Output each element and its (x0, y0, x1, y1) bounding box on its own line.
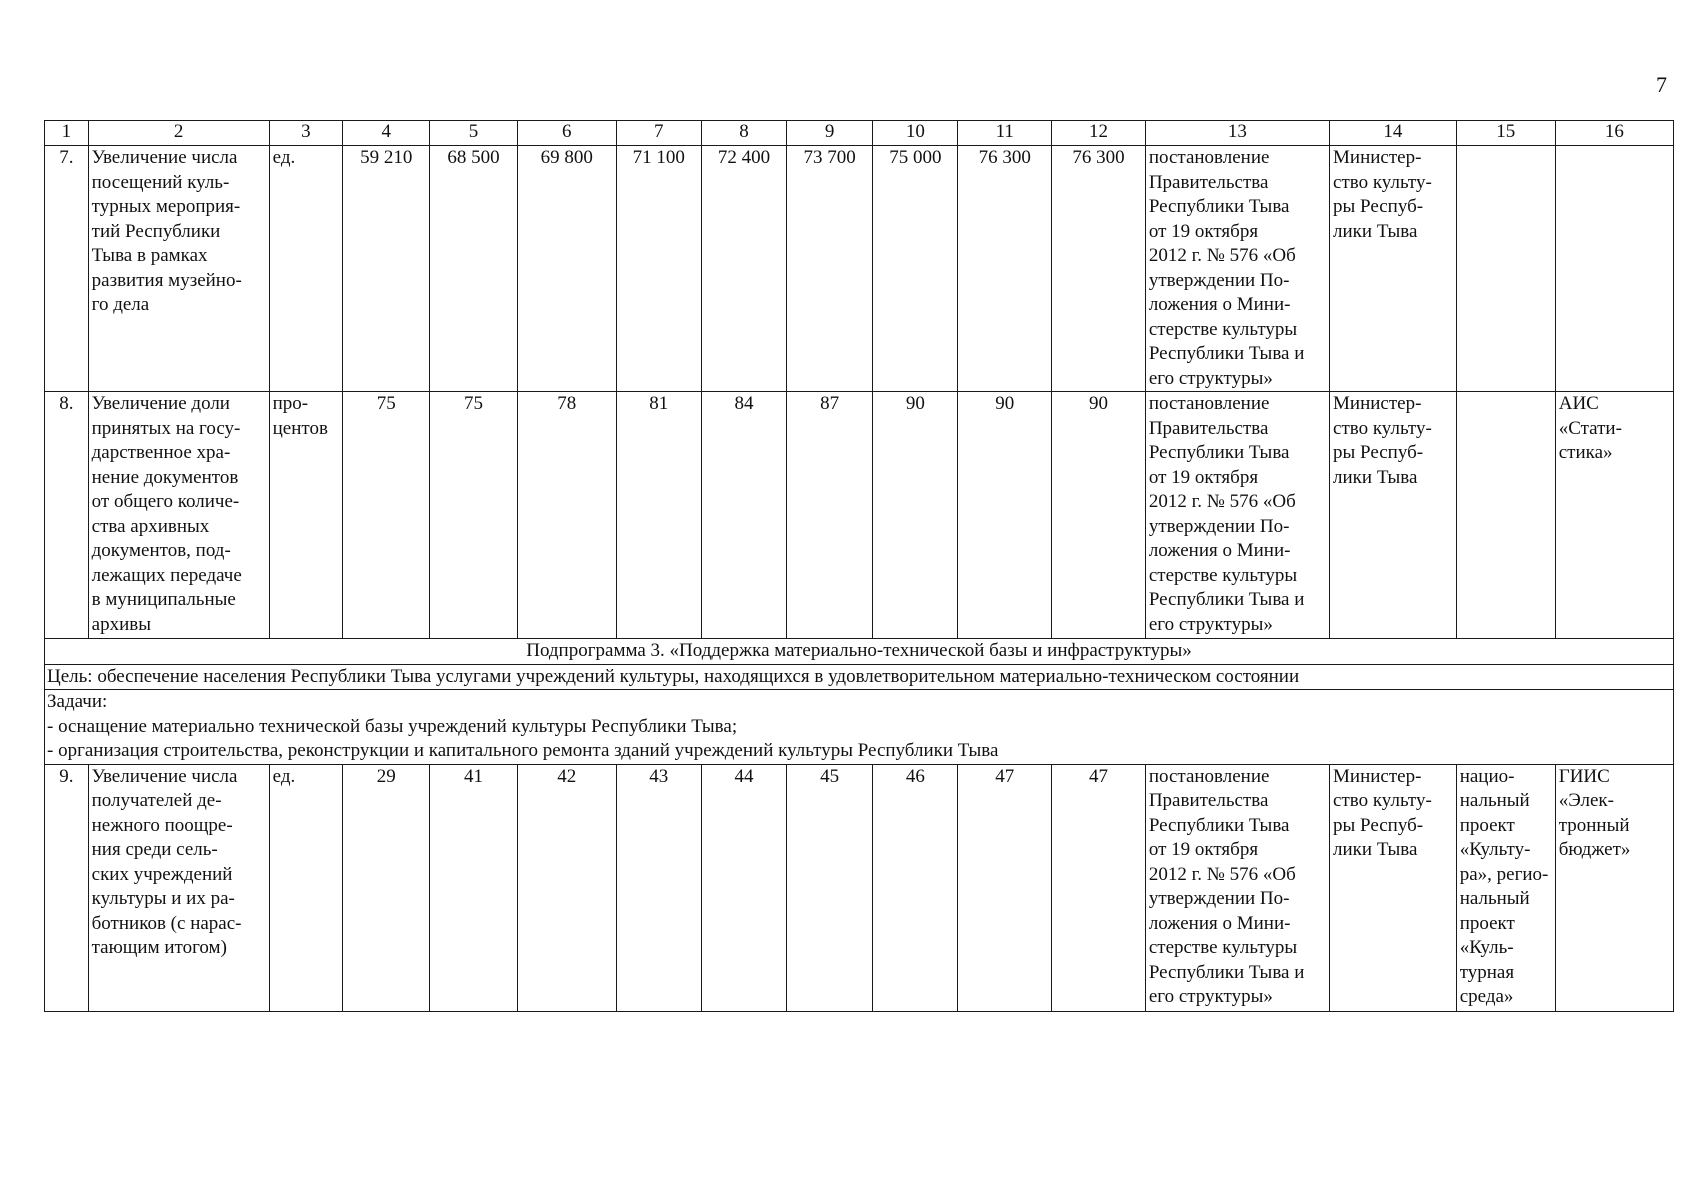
legal-basis-cell: постановление Правительства Республики Тыва от 19 октября 2012 г. № 576 «Об утверждении По- ложения о Мини- стерстве культуры Республики Тыва и его структуры» (1145, 392, 1329, 639)
column-header: 11 (958, 121, 1052, 146)
tasks-text: Задачи: - оснащение материально технической базы учреждений культуры Республики Тыва; - организация строительства, реконструкции и капитального ремонта зданий учреждений культуры Республики Тыва (45, 690, 1674, 765)
value-cell: 69 800 (517, 146, 616, 392)
tasks-row (45, 690, 1674, 765)
value-cell: 47 (958, 764, 1052, 1011)
value-cell: 46 (873, 764, 958, 1011)
value-cell: 76 300 (958, 146, 1052, 392)
indicator-name: Увеличение доли принятых на госу- дарственное хра- нение документов от общего количе- ства архивных документов, под- лежащих передаче в муниципальные архивы (88, 392, 269, 639)
project-cell: нацио- нальный проект «Культу- ра», регио- нальный проект «Куль- турная среда» (1456, 764, 1555, 1011)
legal-basis-cell: постановление Правительства Республики Тыва от 19 октября 2012 г. № 576 «Об утверждении По- ложения о Мини- стерстве культуры Республики Тыва и его структуры» (1145, 764, 1329, 1011)
column-header: 10 (873, 121, 958, 146)
row-number: 8. (45, 392, 89, 639)
value-cell: 87 (787, 392, 873, 639)
value-cell: 43 (616, 764, 701, 1011)
project-cell (1456, 146, 1555, 392)
value-cell: 41 (430, 764, 517, 1011)
unit-cell: про- центов (269, 392, 342, 639)
subprogram-row (45, 639, 1674, 665)
value-cell: 72 400 (701, 146, 786, 392)
subprogram-title: Подпрограмма 3. «Поддержка материально-технической базы и инфраструктуры» (45, 639, 1674, 665)
table-row (45, 764, 1674, 1011)
column-header: 12 (1052, 121, 1146, 146)
column-header: 15 (1456, 121, 1555, 146)
goal-row (45, 664, 1674, 690)
legal-basis-cell: постановление Правительства Республики Тыва от 19 октября 2012 г. № 576 «Об утверждении По- ложения о Мини- стерстве культуры Республики Тыва и его структуры» (1145, 146, 1329, 392)
value-cell: 71 100 (616, 146, 701, 392)
value-cell: 90 (958, 392, 1052, 639)
column-header: 14 (1330, 121, 1457, 146)
row-number: 9. (45, 764, 89, 1011)
column-header: 16 (1555, 121, 1673, 146)
project-cell (1456, 392, 1555, 639)
column-header: 5 (430, 121, 517, 146)
value-cell: 45 (787, 764, 873, 1011)
indicators-table (44, 120, 1674, 1012)
value-cell: 68 500 (430, 146, 517, 392)
column-header: 13 (1145, 121, 1329, 146)
row-number: 7. (45, 146, 89, 392)
responsible-cell: Министер- ство культу- ры Респуб- лики Тыва (1330, 764, 1457, 1011)
info-system-cell: ГИИС «Элек- тронный бюджет» (1555, 764, 1673, 1011)
value-cell: 90 (1052, 392, 1146, 639)
unit-cell: ед. (269, 146, 342, 392)
value-cell: 42 (517, 764, 616, 1011)
goal-text: Цель: обеспечение населения Республики Тыва услугами учреждений культуры, находящихся в удовлетворительном материально-техническом состоянии (45, 664, 1674, 690)
column-header: 1 (45, 121, 89, 146)
value-cell: 76 300 (1052, 146, 1146, 392)
value-cell: 78 (517, 392, 616, 639)
unit-cell: ед. (269, 764, 342, 1011)
value-cell: 75 (430, 392, 517, 639)
column-header: 4 (343, 121, 430, 146)
value-cell: 75 (343, 392, 430, 639)
value-cell: 29 (343, 764, 430, 1011)
info-system-cell: АИС «Стати- стика» (1555, 392, 1673, 639)
indicator-name: Увеличение числа получателей де- нежного поощре- ния среди сель- ских учреждений культуры и их ра- ботников (с нарас- тающим итогом) (88, 764, 269, 1011)
responsible-cell: Министер- ство культу- ры Респуб- лики Тыва (1330, 392, 1457, 639)
value-cell: 47 (1052, 764, 1146, 1011)
column-header: 2 (88, 121, 269, 146)
info-system-cell (1555, 146, 1673, 392)
table-row (45, 392, 1674, 639)
value-cell: 81 (616, 392, 701, 639)
column-header: 7 (616, 121, 701, 146)
page-number: 7 (1656, 72, 1667, 97)
column-number-row (45, 121, 1674, 146)
column-header: 9 (787, 121, 873, 146)
column-header: 3 (269, 121, 342, 146)
value-cell: 90 (873, 392, 958, 639)
value-cell: 59 210 (343, 146, 430, 392)
indicator-name: Увеличение числа посещений куль- турных мероприя- тий Республики Тыва в рамках развития музейно- го дела (88, 146, 269, 392)
value-cell: 73 700 (787, 146, 873, 392)
value-cell: 75 000 (873, 146, 958, 392)
column-header: 8 (701, 121, 786, 146)
value-cell: 84 (701, 392, 786, 639)
column-header: 6 (517, 121, 616, 146)
responsible-cell: Министер- ство культу- ры Респуб- лики Тыва (1330, 146, 1457, 392)
table-row (45, 146, 1674, 392)
value-cell: 44 (701, 764, 786, 1011)
